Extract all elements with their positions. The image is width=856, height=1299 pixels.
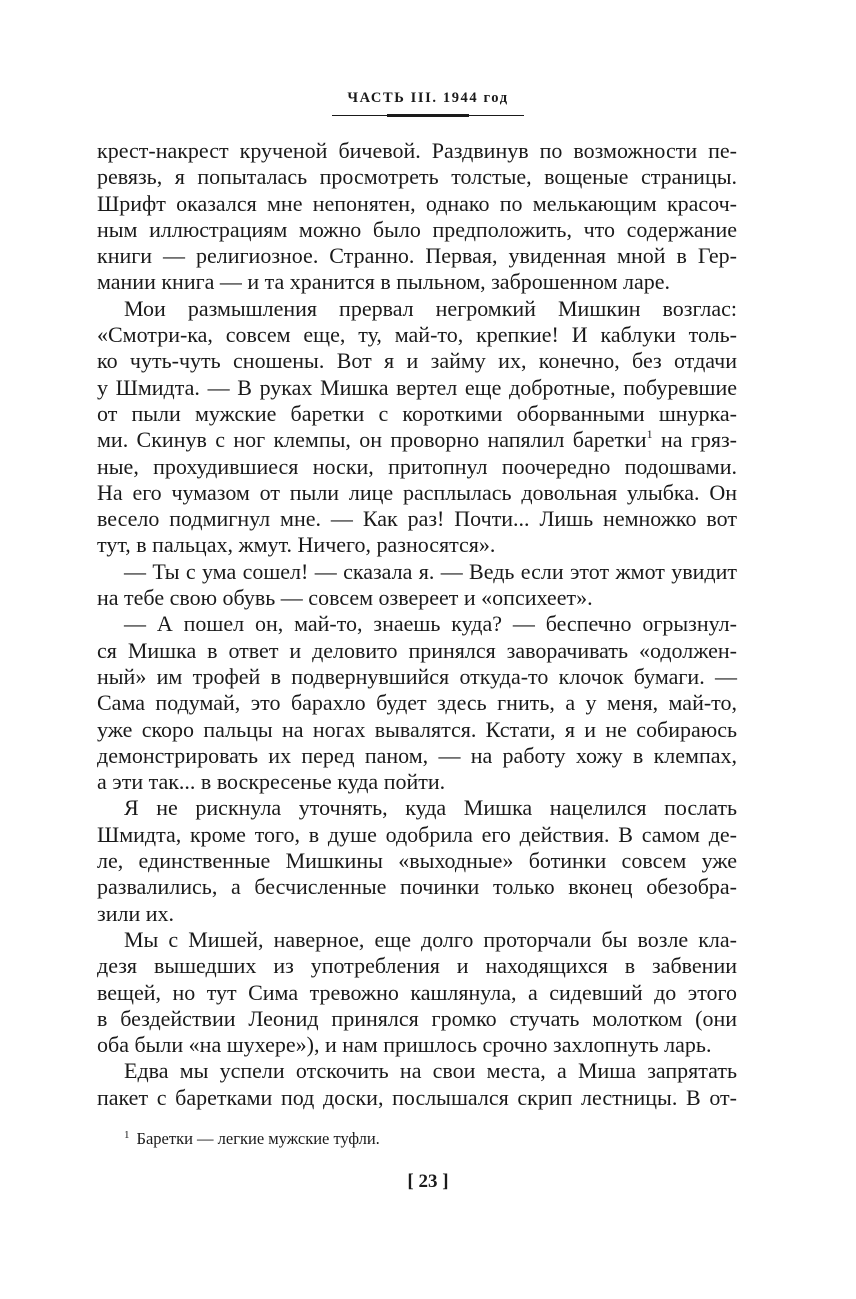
running-title: ЧАСТЬ III. 1944 год <box>347 90 509 106</box>
page-number: [ 23 ] <box>407 1171 449 1192</box>
running-header <box>0 88 856 117</box>
text-line: ным иллюстрациям можно было предположить, что содержание <box>97 216 737 242</box>
text-line: на тебе свою обувь — совсем озвереет и «опсихеет». <box>97 585 593 611</box>
body-text <box>97 138 737 1111</box>
text-line: На его чумазом от пыли лице расплылась довольная улыбка. Он <box>97 479 737 505</box>
text-line-part: ми. Скинув с ног клемпы, он проворно напялил баретки <box>97 427 647 453</box>
text-line: Едва мы успели отскочить на свои места, а Миша запрятать <box>124 1058 737 1084</box>
text-line: демонстрировать их перед паном, — на работу хожу в клемпах, <box>97 742 737 768</box>
text-line: тут, в пальцах, жмут. Ничего, разносятся». <box>97 532 496 558</box>
text-line: «Смотри-ка, совсем еще, ту, май-то, крепкие! И каблуки толь- <box>97 322 737 348</box>
text-line: оба были «на шухере»), и нам пришлось срочно захлопнуть ларь. <box>97 1032 712 1058</box>
text-line: вещей, но тут Сима тревожно кашлянула, а сидевший до этого <box>97 979 737 1005</box>
text-line: уже скоро пальцы на ногах вывалятся. Кстати, я и не собираюсь <box>97 716 737 742</box>
text-line: у Шмидта. — В руках Мишка вертел еще добротные, побуревшие <box>97 374 737 400</box>
text-line-part: на гряз- <box>652 427 737 453</box>
text-line: ся Мишка в ответ и деловито принялся заворачивать «одолжен- <box>97 637 737 663</box>
text-line: пакет с баретками под доски, послышался скрип лестницы. В от- <box>97 1084 737 1110</box>
text-line: Шмидта, кроме того, в душе одобрила его действия. В самом де- <box>97 821 737 847</box>
text-line: — Ты с ума сошел! — сказала я. — Ведь если этот жмот увидит <box>124 558 737 584</box>
text-line: ле, единственные Мишкины «выходные» ботинки совсем уже <box>97 848 737 874</box>
text-line: ный» им трофей в подвернувшийся откуда-то клочок бумаги. — <box>97 663 737 689</box>
footnote-text: Баретки — легкие мужские туфли. <box>136 1129 380 1148</box>
header-rule-thick <box>387 114 469 117</box>
text-line: Мы с Мишей, наверное, еще долго проторчали бы возле кла- <box>124 926 737 952</box>
text-line: крест-накрест крученой бичевой. Раздвинув по возможности пе- <box>97 138 737 163</box>
text-line: Я не рискнула уточнять, куда Мишка нацелился послать <box>124 795 737 821</box>
header-rule <box>332 114 524 117</box>
text-line: Шрифт оказался мне непонятен, однако по мелькающим красоч- <box>97 190 737 216</box>
text-line: Сама подумай, это барахло будет здесь гнить, а у меня, май-то, <box>97 690 737 716</box>
text-line: ные, прохудившиеся носки, притопнул поочередно подошвами. <box>97 453 737 479</box>
footnote <box>124 1128 380 1152</box>
text-line: в бездействии Леонид принялся громко стучать молотком (они <box>97 1005 737 1031</box>
text-line: книги — религиозное. Странно. Первая, увиденная мной в Гер- <box>97 243 737 269</box>
text-line: ревязь, я попыталась просмотреть толстые, вощеные страницы. <box>97 164 737 190</box>
text-line: дезя вышедших из употребления и находящихся в забвении <box>97 953 737 979</box>
text-line: а эти так... в воскресенье куда пойти. <box>97 769 446 795</box>
text-line: — А пошел он, май-то, знаешь куда? — беспечно огрызнул- <box>124 611 737 637</box>
text-line: от пыли мужские баретки с короткими оборванными шнурка- <box>97 400 737 426</box>
text-line: мании книга — и та хранится в пыльном, заброшенном ларе. <box>97 269 671 295</box>
footnote-reference: 1 <box>646 427 653 442</box>
footnote-number: 1 <box>124 1129 130 1141</box>
text-line: развалились, а бесчисленные починки только вконец обезобра- <box>97 874 737 900</box>
text-line: Мои размышления прервал негромкий Мишкин возглас: <box>124 295 737 321</box>
text-line <box>97 427 737 453</box>
text-line: ко чуть-чуть сношены. Вот я и займу их, конечно, без отдачи <box>97 348 737 374</box>
text-line: зили их. <box>97 900 174 926</box>
text-line: весело подмигнул мне. — Как раз! Почти... Лишь немножко вот <box>97 506 737 532</box>
